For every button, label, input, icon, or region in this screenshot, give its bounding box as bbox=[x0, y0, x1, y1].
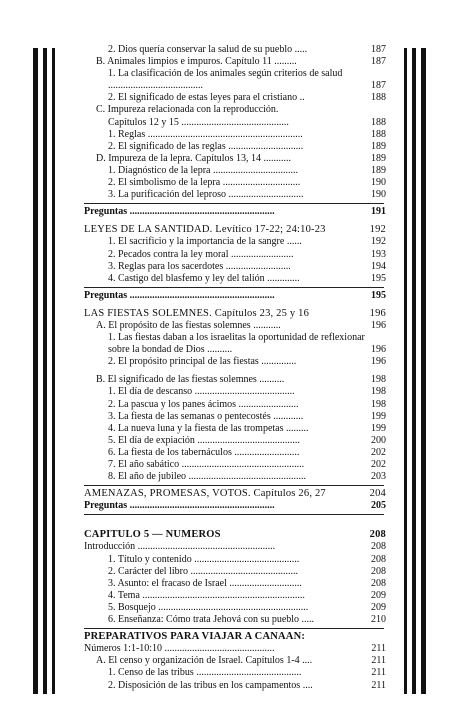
table-of-contents bbox=[84, 44, 384, 692]
toc-entry bbox=[84, 423, 384, 435]
toc-entry-title: B. Animales limpios e impuros. Capítulo 11 ......... bbox=[96, 56, 297, 68]
toc-entry-title: Preguntas .......................................................... bbox=[84, 289, 275, 301]
toc-entry-title: 6. La fiesta de los tabernáculos .......................... bbox=[108, 446, 300, 458]
toc-entry bbox=[84, 44, 384, 56]
toc-entry bbox=[84, 471, 384, 483]
toc-entry bbox=[84, 541, 384, 553]
toc-entry-page: 189 bbox=[371, 164, 386, 176]
toc-entry-page: 196 bbox=[369, 307, 386, 319]
toc-entry bbox=[84, 643, 384, 655]
toc-entry-page: 198 bbox=[371, 374, 386, 386]
toc-entry bbox=[84, 236, 384, 248]
toc-entry bbox=[84, 590, 384, 602]
toc-entry-title: 1. El sacrificio y la importancia de la sangre ...... bbox=[108, 236, 302, 248]
toc-entry-page: 208 bbox=[371, 541, 386, 553]
toc-entry-page: 209 bbox=[371, 601, 386, 613]
right-bar-middle bbox=[412, 48, 416, 694]
right-bar-outer bbox=[421, 48, 426, 694]
section-divider bbox=[84, 287, 384, 288]
toc-entry-title: 3. La purificación del leproso .............................. bbox=[108, 189, 304, 201]
toc-entry bbox=[84, 68, 384, 92]
toc-entry-page: 199 bbox=[371, 410, 386, 422]
toc-entry bbox=[84, 566, 384, 578]
toc-entry-title: C. Impureza relacionada con la reproducción. bbox=[96, 104, 279, 116]
toc-entry bbox=[84, 386, 384, 398]
toc-entry-title: CAPITULO 5 — NUMEROS bbox=[84, 529, 221, 541]
toc-entry-title: 2. El significado de las reglas .............................. bbox=[108, 140, 304, 152]
toc-entry bbox=[84, 631, 384, 643]
toc-entry-page: 204 bbox=[369, 488, 386, 500]
toc-entry-title: 1. Reglas .............................................................. bbox=[108, 128, 303, 140]
toc-entry bbox=[84, 177, 384, 189]
toc-entry bbox=[84, 488, 384, 500]
toc-entry-title: 1. Diagnóstico de la lepra .................................. bbox=[108, 164, 298, 176]
toc-entry-title: 3. Reglas para los sacerdotes .......................... bbox=[108, 260, 291, 272]
toc-entry bbox=[84, 614, 384, 626]
toc-entry bbox=[84, 141, 384, 153]
toc-entry-title: 1. El día de descanso ........................................ bbox=[108, 386, 295, 398]
toc-entry-page: 192 bbox=[369, 224, 386, 236]
toc-entry-page: 188 bbox=[371, 92, 386, 104]
toc-entry-title: 4. La nueva luna y la fiesta de las trompetas ......... bbox=[108, 422, 309, 434]
toc-entry-title: Introducción ....................................................... bbox=[84, 541, 276, 553]
section-divider bbox=[84, 203, 384, 204]
toc-entry-title: 2. Carácter del libro ........................................... bbox=[108, 565, 298, 577]
toc-entry-page: 208 bbox=[371, 553, 386, 565]
toc-entry-page: 190 bbox=[371, 189, 386, 201]
section-divider bbox=[84, 514, 384, 515]
toc-entry bbox=[84, 554, 384, 566]
toc-entry-title: A. El censo y organización de Israel. Capítulos 1-4 .... bbox=[96, 655, 313, 667]
toc-entry bbox=[84, 399, 384, 411]
toc-entry-page: 188 bbox=[371, 128, 386, 140]
toc-entry-title: AMENAZAS, PROMESAS, VOTOS. Capítulos 26, 27 bbox=[84, 488, 326, 500]
toc-entry-title: 2. El simbolismo de la lepra ............................... bbox=[108, 177, 301, 189]
toc-entry-page: 208 bbox=[371, 565, 386, 577]
toc-entry bbox=[84, 129, 384, 141]
toc-entry-page: 198 bbox=[371, 398, 386, 410]
toc-entry-title: Números 1:1-10:10 ............................................ bbox=[84, 643, 275, 655]
toc-entry-page: 211 bbox=[371, 667, 386, 679]
left-bar-outer bbox=[33, 48, 38, 694]
toc-entry-page: 208 bbox=[371, 577, 386, 589]
toc-entry-page: 196 bbox=[371, 356, 386, 368]
toc-entry-title: A. El propósito de las fiestas solemnes ........... bbox=[96, 319, 281, 331]
toc-entry-page: 200 bbox=[371, 434, 386, 446]
toc-entry-page: 199 bbox=[371, 422, 386, 434]
toc-entry-page: 193 bbox=[371, 248, 386, 260]
toc-entry-page: 189 bbox=[371, 140, 386, 152]
left-bar-middle bbox=[43, 48, 47, 694]
toc-entry bbox=[84, 447, 384, 459]
toc-entry bbox=[84, 249, 384, 261]
toc-entry-page: 196 bbox=[371, 344, 386, 356]
toc-entry-page: 203 bbox=[371, 471, 386, 483]
toc-entry-page: 188 bbox=[371, 116, 386, 128]
toc-entry-title: LEYES DE LA SANTIDAD. Levítico 17-22; 24:10-23 bbox=[84, 224, 326, 236]
toc-entry-title: LAS FIESTAS SOLEMNES. Capítulos 23, 25 y 16 bbox=[84, 307, 310, 319]
toc-entry bbox=[84, 206, 384, 218]
toc-entry-title: 2. Disposición de las tribus en los campamentos .... bbox=[108, 679, 313, 691]
toc-entry bbox=[84, 578, 384, 590]
toc-entry bbox=[84, 459, 384, 471]
toc-entry bbox=[84, 435, 384, 447]
toc-entry-title: 5. Bosquejo ............................................................ bbox=[108, 601, 309, 613]
toc-entry bbox=[84, 411, 384, 423]
toc-entry bbox=[84, 602, 384, 614]
toc-entry-page: 202 bbox=[371, 459, 386, 470]
toc-entry-page: 194 bbox=[371, 260, 386, 272]
toc-entry bbox=[84, 320, 384, 332]
toc-entry-title: 5. El día de expiación ......................................... bbox=[108, 434, 300, 446]
toc-entry-title: Preguntas .......................................................... bbox=[84, 500, 275, 512]
toc-entry-title: 1. La clasificación de los animales según criterios de salud ...................................... bbox=[108, 68, 343, 92]
toc-entry-title: 1. Censo de las tribus .......................................... bbox=[108, 667, 302, 679]
toc-entry-title: 4. Castigo del blasfemo y ley del talión ............. bbox=[108, 272, 300, 284]
toc-entry bbox=[84, 104, 384, 116]
toc-entry bbox=[84, 224, 384, 236]
section-divider bbox=[84, 628, 384, 629]
toc-entry-title: Preguntas .......................................................... bbox=[84, 206, 275, 218]
toc-entry-title: 4. Tema ................................................................. bbox=[108, 589, 305, 601]
toc-entry-page: 190 bbox=[371, 177, 386, 189]
toc-entry-title: 2. Pecados contra la ley moral ......................... bbox=[108, 248, 294, 260]
toc-entry bbox=[84, 500, 384, 512]
toc-entry-page: 211 bbox=[371, 655, 386, 667]
toc-entry-page: 209 bbox=[371, 589, 386, 601]
toc-entry-page: 189 bbox=[371, 152, 386, 164]
toc-entry-page: 195 bbox=[371, 289, 386, 301]
toc-entry-title: 2. La pascua y los panes ácimos ........................ bbox=[108, 398, 299, 410]
toc-entry bbox=[84, 92, 384, 104]
toc-entry bbox=[84, 261, 384, 273]
toc-entry-title: 1. Las fiestas daban a los israelitas la oportunidad de reflexionar sobre la bondad de Dios .......... bbox=[108, 332, 365, 356]
toc-entry-page: 211 bbox=[371, 643, 386, 655]
toc-entry-page: 202 bbox=[371, 446, 386, 458]
toc-entry-page: 211 bbox=[371, 679, 386, 691]
toc-entry-page: 195 bbox=[371, 272, 386, 284]
toc-entry-title: 2. El propósito principal de las fiestas .............. bbox=[108, 356, 297, 368]
toc-entry bbox=[84, 189, 384, 201]
toc-entry-title: D. Impureza de la lepra. Capítulos 13, 14 ........... bbox=[96, 152, 291, 164]
toc-entry-title: 1. Título y contenido .......................................... bbox=[108, 553, 300, 565]
toc-entry-title: 8. El año de jubileo ............................................... bbox=[108, 471, 307, 483]
toc-entry bbox=[84, 332, 384, 356]
toc-entry bbox=[84, 165, 384, 177]
toc-entry bbox=[84, 356, 384, 368]
toc-entry-page: 187 bbox=[371, 44, 386, 55]
toc-entry-title: Capítulos 12 y 15 ........................................... bbox=[108, 116, 289, 128]
toc-entry-title: 3. La fiesta de las semanas o pentecostés ............ bbox=[108, 410, 304, 422]
toc-entry-page: 192 bbox=[371, 236, 386, 248]
toc-entry-title: 2. Dios quería conservar la salud de su pueblo ..... bbox=[108, 44, 308, 55]
toc-entry bbox=[84, 529, 384, 541]
toc-entry-page: 208 bbox=[369, 529, 386, 541]
toc-entry bbox=[84, 374, 384, 386]
left-bar-inner bbox=[52, 48, 55, 694]
section-divider bbox=[84, 485, 384, 486]
toc-entry-page: 210 bbox=[371, 614, 386, 626]
toc-entry-title: 3. Asunto: el fracaso de Israel ............................. bbox=[108, 577, 302, 589]
toc-entry bbox=[84, 308, 384, 320]
toc-entry-page: 191 bbox=[371, 206, 386, 218]
toc-entry bbox=[84, 117, 384, 129]
toc-entry bbox=[84, 667, 384, 679]
toc-entry-title: 6. Enseñanza: Cómo trata Jehová con su pueblo ..... bbox=[108, 614, 315, 626]
toc-entry-title: 7. El año sabático ................................................. bbox=[108, 459, 305, 470]
toc-entry-page: 205 bbox=[371, 500, 386, 512]
toc-entry-title: 2. El significado de estas leyes para el cristiano .. bbox=[108, 92, 305, 104]
toc-entry bbox=[84, 680, 384, 692]
toc-entry-page: 187 bbox=[371, 56, 386, 68]
toc-entry-page: 187 bbox=[371, 80, 386, 92]
toc-entry bbox=[84, 655, 384, 667]
toc-entry-title: PREPARATIVOS PARA VIAJAR A CANAAN: bbox=[84, 631, 306, 643]
toc-entry-page: 198 bbox=[371, 386, 386, 398]
toc-entry bbox=[84, 273, 384, 285]
toc-entry bbox=[84, 153, 384, 165]
toc-entry-title: B. El significado de las fiestas solemnes .......... bbox=[96, 374, 285, 386]
toc-entry-page: 196 bbox=[371, 319, 386, 331]
toc-entry bbox=[84, 290, 384, 302]
right-bar-inner bbox=[404, 48, 407, 694]
chapter-gap bbox=[84, 517, 384, 529]
toc-entry bbox=[84, 56, 384, 68]
